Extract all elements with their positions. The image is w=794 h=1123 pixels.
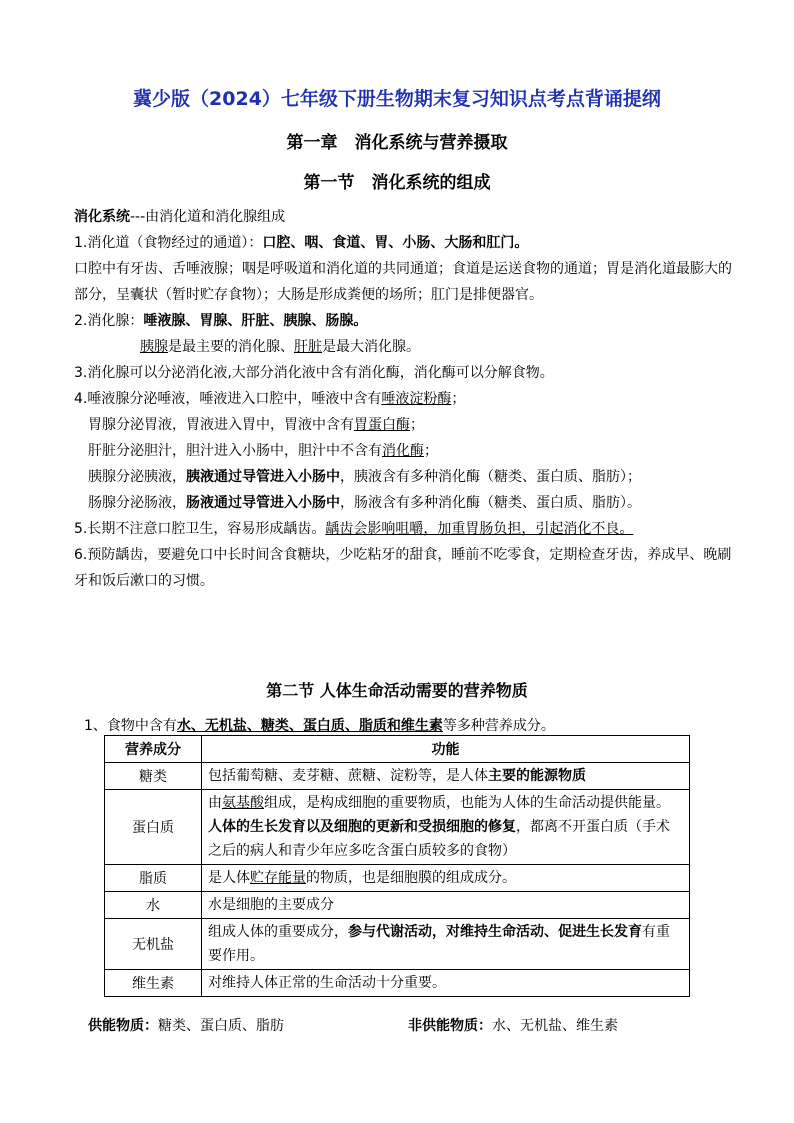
chapter-heading: 第一章 消化系统与营养摄取 [286, 133, 508, 153]
table-row [105, 919, 690, 970]
text: 1.消化道（食物经过的通道）： [74, 235, 263, 251]
text: 有重要作用。 [208, 924, 670, 964]
section1-body [74, 204, 734, 594]
text: 包括葡萄糖、麦芽糖、蔗糖、淀粉等，是人体 [208, 768, 488, 784]
item-4 [74, 386, 734, 412]
definition-line [74, 204, 734, 230]
section-heading-1: 第一节 消化系统的组成 [303, 173, 491, 193]
text: ，胰液含有多种消化酶（糖类、蛋白质、脂肪）； [340, 469, 641, 485]
text: 4.唾液腺分泌唾液，唾液进入口腔中，唾液中含有 [74, 391, 382, 407]
item-2-detail [74, 334, 734, 360]
nutrient-name: 蛋白质 [105, 790, 202, 865]
text: 糖类、蛋白质、脂肪 [158, 1018, 284, 1034]
text: 等多种营养成分。 [442, 718, 555, 734]
item-1 [74, 230, 734, 256]
item-3: 3.消化腺可以分泌消化液,大部分消化液中含有消化酶，消化酶可以分解食物。 [74, 365, 554, 381]
text: 2.消化腺： [74, 313, 144, 329]
underlined-text: 唾液淀粉酶 [381, 391, 452, 407]
table-row [105, 970, 690, 997]
header-nutrient: 营养成分 [105, 736, 202, 763]
document-title: 冀少版（2024）七年级下册生物期末复习知识点考点背诵提纲 [133, 88, 661, 110]
text: ； [410, 417, 424, 433]
text: 组成，是构成细胞的重要物质，也能为人体的生命活动提供能量。 [264, 795, 670, 811]
item-1-detail: 口腔中有牙齿、舌唾液腺；咽是呼吸道和消化道的共同通道；食道是运送食物的通道；胃是消化道最膨大的部分，呈囊状（暂时贮存食物）；大肠是形成粪便的场所；肛门是排便器官。 [74, 261, 732, 303]
label: 供能物质： [88, 1018, 158, 1034]
text: ，都离不开蛋白质（手术之后的病人和青少年应多吃含蛋白质较多的食物） [208, 819, 670, 859]
nutrient-name: 糖类 [105, 763, 202, 790]
nutrient-name: 无机盐 [105, 919, 202, 970]
text: ，肠液含有多种消化酶（糖类、蛋白质、脂肪）。 [340, 495, 641, 511]
table-row [105, 790, 690, 865]
text: 1、食物中含有 [84, 718, 177, 734]
nutrient-function [202, 790, 690, 865]
text: 肠腺分泌肠液， [88, 495, 186, 511]
nutrient-function [202, 865, 690, 892]
underlined-text: 消化酶 [382, 443, 424, 459]
underlined-text: 龋齿会影响咀嚼，加重胃肠负担，引起消化不良。 [325, 521, 634, 537]
text: 由 [208, 795, 222, 811]
text: 是最主要的消化腺、 [168, 339, 294, 355]
underlined-text: 胃蛋白酶 [354, 417, 410, 433]
text: 水、无机盐、维生素 [492, 1018, 618, 1034]
text: ； [451, 391, 466, 407]
text: 组成人体的重要成分， [208, 924, 348, 940]
text: 是最大消化腺。 [322, 339, 420, 355]
nutrient-name: 脂质 [105, 865, 202, 892]
nutrient-function [202, 763, 690, 790]
bold-text: 胰液通过导管进入小肠中 [186, 469, 340, 485]
energy-substances [88, 1015, 284, 1035]
bold-text: 肠液通过导管进入小肠中 [186, 495, 340, 511]
bold-text: 参与代谢活动，对维持生命活动、促进生长发育 [348, 924, 642, 940]
item-5 [74, 516, 734, 542]
text: ---由消化道和消化腺组成 [130, 209, 286, 225]
header-function: 功能 [202, 736, 690, 763]
underlined-text: 氨基酸 [222, 795, 264, 811]
nutrient-name: 维生素 [105, 970, 202, 997]
bold-text: 主要的能源物质 [488, 768, 586, 784]
table-row [105, 763, 690, 790]
table-row [105, 865, 690, 892]
table-row [105, 892, 690, 919]
term: 消化系统 [74, 209, 130, 225]
text: 是人体 [208, 870, 250, 886]
item-2 [74, 308, 734, 334]
bold-text: 人体的生长发育以及细胞的更新和受损细胞的修复 [208, 819, 516, 835]
nutrient-table [104, 735, 690, 997]
nutrient-function: 对维持人体正常的生命活动十分重要。 [202, 970, 690, 997]
label: 非供能物质： [408, 1018, 492, 1034]
text: 肝脏分泌胆汁，胆汁进入小肠中，胆汁中不含有 [88, 443, 382, 459]
nutrient-intro [84, 715, 555, 735]
table-header-row [105, 736, 690, 763]
non-energy-substances [408, 1015, 618, 1035]
item-4-intestinal [74, 490, 734, 516]
underlined-text: 肝脏 [294, 339, 322, 355]
item-4-bile [74, 438, 734, 464]
bold-text: 唾液腺、胃腺、肝脏、胰腺、肠腺。 [143, 313, 368, 329]
underlined-text: 胰腺 [140, 339, 168, 355]
text: 胰腺分泌胰液， [88, 469, 186, 485]
text: 5.长期不注意口腔卫生，容易形成龋齿。 [74, 521, 326, 537]
underlined-text: 贮存能量 [250, 870, 306, 886]
nutrient-function [202, 919, 690, 970]
item-6: 6.预防龋齿，要避免口中长时间含食糖块，少吃粘牙的甜食，睡前不吃零食，定期检查牙齿，养成早、晚刷牙和饭后漱口的习惯。 [74, 547, 732, 589]
bold-text: 口腔、咽、食道、胃、小肠、大肠和肛门。 [262, 235, 529, 251]
item-4-gastric [74, 412, 734, 438]
section-heading-2: 第二节 人体生命活动需要的营养物质 [266, 681, 528, 700]
nutrient-name: 水 [105, 892, 202, 919]
text: ； [424, 443, 438, 459]
nutrient-function: 水是细胞的主要成分 [202, 892, 690, 919]
text: 胃腺分泌胃液，胃液进入胃中，胃液中含有 [88, 417, 354, 433]
text: 的物质，也是细胞膜的组成成分。 [306, 870, 516, 886]
item-4-pancreatic [74, 464, 734, 490]
bold-underlined-text: 水、无机盐、糖类、蛋白质、脂质和维生素 [176, 718, 443, 734]
